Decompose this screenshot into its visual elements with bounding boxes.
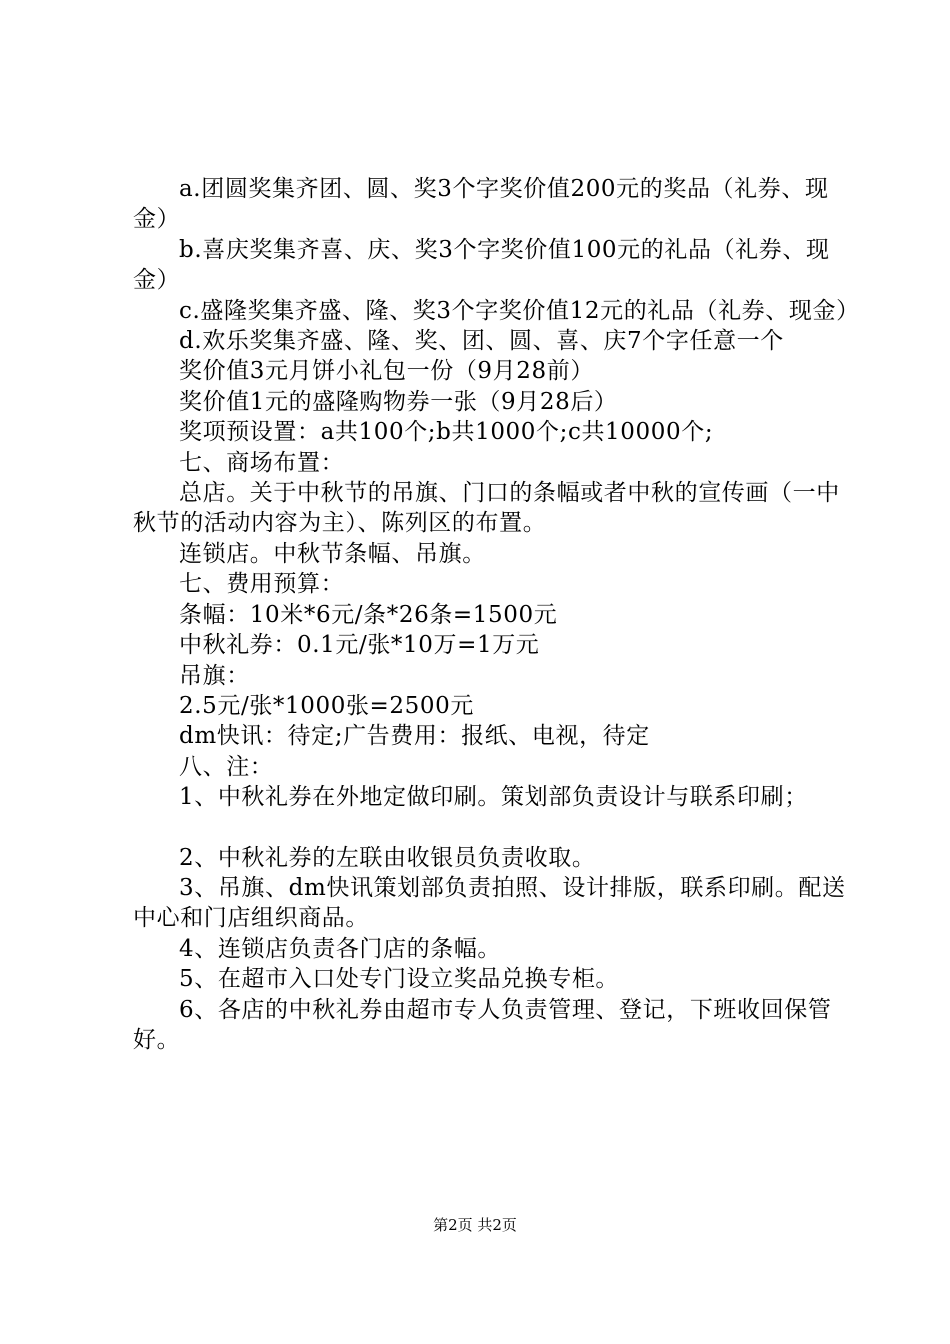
note-3: 3、吊旗、dm快讯策划部负责拍照、设计排版，联系印刷。配送中心和门店组织商品。 <box>133 874 846 932</box>
budget-hanging-flag-label: 吊旗： <box>179 662 250 689</box>
paragraph-prize-c: c.盛隆奖集齐盛、隆、奖3个字奖价值12元的礼品（礼券、现金） <box>179 297 860 324</box>
paragraph-prize-a: a.团圆奖集齐团、圆、奖3个字奖价值200元的奖品（礼券、现金） <box>133 176 829 233</box>
section-heading-store-layout: 七、商场布置： <box>179 449 345 476</box>
note-1: 1、中秋礼券在外地定做印刷。策划部负责设计与联系印刷； <box>179 784 808 811</box>
budget-banner: 条幅：10米*6元/条*26条=1500元 <box>179 601 558 628</box>
paragraph-chain-store: 连锁店。中秋节条幅、吊旗。 <box>179 540 486 567</box>
section-heading-notes: 八、注： <box>179 753 274 780</box>
document-body <box>133 174 860 1055</box>
page-footer: 第2页 共2页 <box>433 1216 517 1234</box>
section-heading-budget: 七、费用预算： <box>179 571 345 598</box>
budget-coupon: 中秋礼券：0.1元/张*10万=1万元 <box>179 632 540 659</box>
paragraph-prize-value-after: 奖价值1元的盛隆购物券一张（9月28后） <box>179 388 618 415</box>
note-5: 5、在超市入口处专门设立奖品兑换专柜。 <box>179 966 620 993</box>
paragraph-prize-d: d.欢乐奖集齐盛、隆、奖、团、圆、喜、庆7个字任意一个 <box>179 328 784 355</box>
note-4: 4、连锁店负责各门店的条幅。 <box>179 935 502 962</box>
paragraph-prize-quantity: 奖项预设置：a共100个;b共1000个;c共10000个; <box>179 419 714 446</box>
note-2: 2、中秋礼券的左联由收银员负责收取。 <box>179 844 596 871</box>
paragraph-prize-value-before: 奖价值3元月饼小礼包一份（9月28前） <box>179 358 594 385</box>
budget-dm-ads: dm快讯：待定;广告费用：报纸、电视，待定 <box>179 723 650 750</box>
budget-hanging-flag-value: 2.5元/张*1000张=2500元 <box>179 692 474 719</box>
blank-line <box>133 813 850 843</box>
note-6: 6、各店的中秋礼券由超市专人负责管理、登记，下班收回保管好。 <box>133 996 832 1053</box>
paragraph-main-store: 总店。关于中秋节的吊旗、门口的条幅或者中秋的宣传画（一中秋节的活动内容为主）、陈列区的布置。 <box>133 480 840 537</box>
paragraph-prize-b: b.喜庆奖集齐喜、庆、奖3个字奖价值100元的礼品（礼券、现金） <box>133 236 830 294</box>
